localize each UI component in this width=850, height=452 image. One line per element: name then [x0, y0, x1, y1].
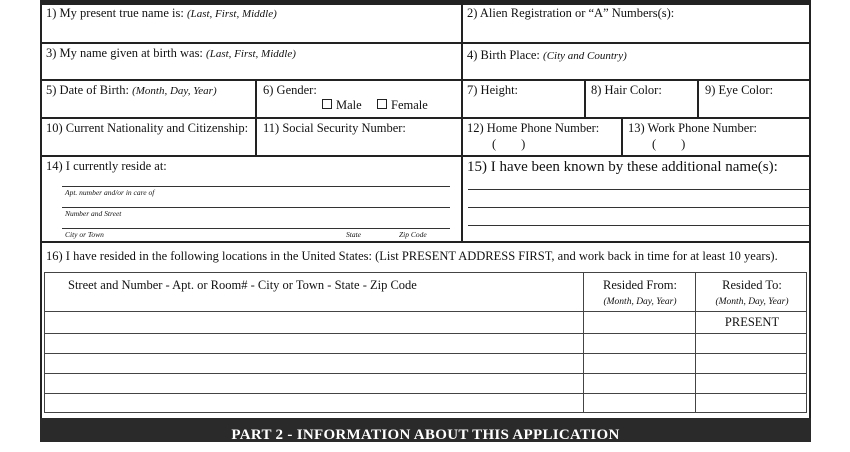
nationality-field[interactable]: 10) Current Nationality and Citizenship:: [46, 121, 249, 135]
zip-caption: Zip Code: [399, 230, 427, 239]
alien-registration-field[interactable]: 2) Alien Registration or “A” Numbers(s):: [467, 6, 675, 20]
street-caption: Number and Street: [65, 209, 122, 218]
additional-name-line[interactable]: [468, 207, 809, 208]
row-divider: [40, 155, 811, 157]
work-phone-area-code: ( ): [652, 137, 686, 151]
birth-place-field[interactable]: 4) Birth Place: (City and Country): [467, 48, 627, 62]
row-divider: [40, 241, 811, 243]
row-divider: [40, 79, 811, 81]
table-row-divider: [44, 373, 807, 374]
col-divider: [584, 79, 586, 117]
hair-color-field[interactable]: 8) Hair Color:: [591, 83, 662, 97]
birth-name-field[interactable]: 3) My name given at birth was: (Last, First, Middle): [46, 46, 296, 60]
eye-color-field[interactable]: 9) Eye Color:: [705, 83, 774, 97]
additional-name-line[interactable]: [468, 225, 809, 226]
work-phone-field[interactable]: 13) Work Phone Number:: [628, 121, 757, 135]
col-divider: [461, 0, 463, 241]
state-caption: State: [346, 230, 361, 239]
height-field[interactable]: 7) Height:: [467, 83, 519, 97]
female-checkbox[interactable]: [377, 99, 387, 109]
row-divider: [40, 117, 811, 119]
top-rule: [40, 0, 811, 5]
ssn-field[interactable]: 11) Social Security Number:: [263, 121, 406, 135]
table-col-divider: [695, 272, 696, 413]
gender-female-option[interactable]: Female: [377, 98, 428, 113]
gender-male-option[interactable]: Male: [322, 98, 362, 113]
col-divider: [621, 117, 623, 155]
col-divider: [255, 79, 257, 155]
col-header-address: Street and Number - Apt. or Room# - City or Town - State - Zip Code: [68, 278, 417, 292]
col-divider: [697, 79, 699, 117]
row-divider: [40, 42, 811, 44]
present-name-field[interactable]: 1) My present true name is: (Last, First, Middle): [46, 6, 277, 20]
city-caption: City or Town: [65, 230, 104, 239]
table-row-divider: [44, 353, 807, 354]
address-line-city[interactable]: [62, 228, 450, 229]
table-row-divider: [44, 311, 807, 312]
address-line-apt[interactable]: [62, 186, 450, 187]
additional-names-label: 15) I have been known by these additional name(s):: [467, 159, 778, 175]
apt-caption: Apt. number and/or in care of: [65, 188, 155, 197]
col-header-to: Resided To: (Month, Day, Year): [715, 278, 789, 307]
table-row-divider: [44, 333, 807, 334]
residence-history-label: 16) I have resided in the following locations in the United States: (List PRESENT ADDRESS FIRST, and work back in time for at least 10 years).: [46, 249, 778, 263]
col-header-from: Resided From: (Month, Day, Year): [603, 278, 677, 307]
table-col-divider: [583, 272, 584, 413]
home-phone-area-code: ( ): [492, 137, 526, 151]
part2-banner: PART 2 - INFORMATION ABOUT THIS APPLICATION: [40, 418, 811, 442]
date-of-birth-field[interactable]: 5) Date of Birth: (Month, Day, Year): [46, 83, 217, 97]
table-row-divider: [44, 393, 807, 394]
present-cell: PRESENT: [724, 315, 780, 329]
address-line-street[interactable]: [62, 207, 450, 208]
additional-name-line[interactable]: [468, 189, 809, 190]
male-checkbox[interactable]: [322, 99, 332, 109]
gender-label: 6) Gender:: [263, 83, 317, 97]
current-residence-label: 14) I currently reside at:: [46, 159, 167, 173]
home-phone-field[interactable]: 12) Home Phone Number:: [467, 121, 600, 135]
